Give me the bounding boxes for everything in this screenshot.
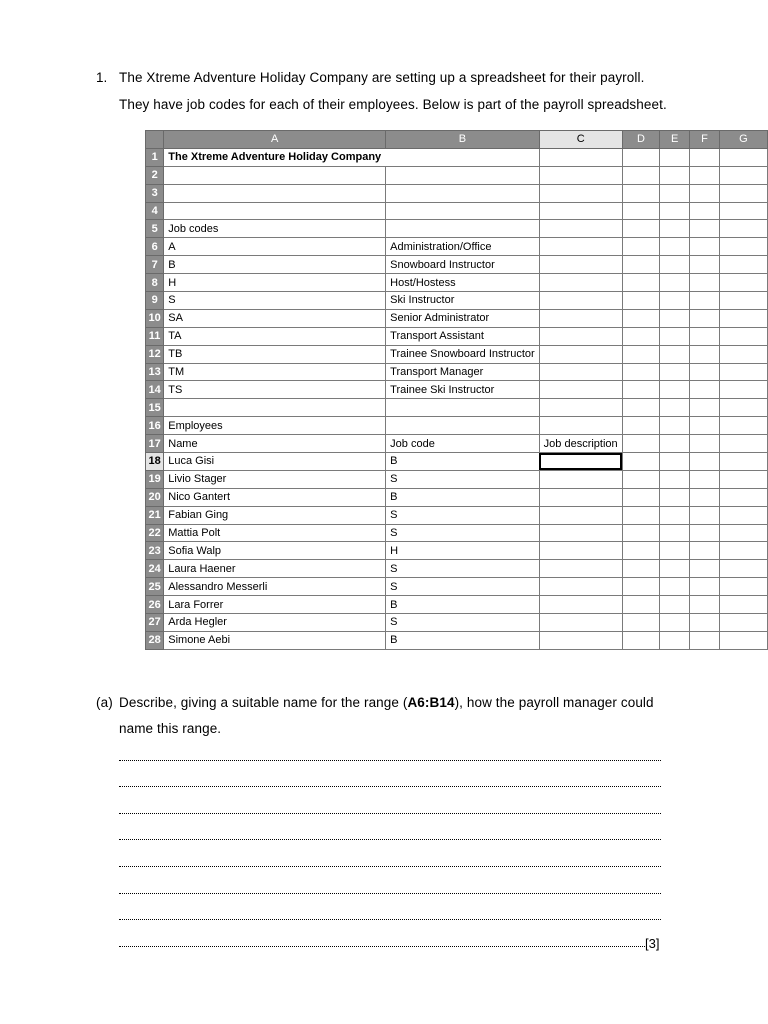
- sheet-row: [146, 435, 768, 453]
- cell-f4[interactable]: [690, 202, 720, 220]
- cell-b11[interactable]: Transport Assistant: [386, 327, 540, 345]
- cell-f10[interactable]: [690, 309, 720, 327]
- cell-d4[interactable]: [622, 202, 660, 220]
- cell-d24[interactable]: [622, 560, 660, 578]
- cell-f1[interactable]: [690, 148, 720, 166]
- cell-f27[interactable]: [690, 614, 720, 632]
- cell-a4[interactable]: [164, 202, 386, 220]
- answer-line[interactable]: [119, 825, 661, 840]
- cell-d27[interactable]: [622, 614, 660, 632]
- cell-a7[interactable]: B: [164, 256, 386, 274]
- cell-a8[interactable]: H: [164, 274, 386, 292]
- cell-e13[interactable]: [660, 363, 690, 381]
- cell-b4[interactable]: [386, 202, 540, 220]
- cell-c13[interactable]: [539, 363, 622, 381]
- cell-g19[interactable]: [719, 470, 767, 488]
- cell-b18[interactable]: B: [386, 453, 540, 471]
- sheet-row: [146, 381, 768, 399]
- cell-b24[interactable]: S: [386, 560, 540, 578]
- cell-e11[interactable]: [660, 327, 690, 345]
- row-header[interactable]: 28: [146, 631, 164, 649]
- cell-f16[interactable]: [690, 417, 720, 435]
- row-header[interactable]: 16: [146, 417, 164, 435]
- cell-g23[interactable]: [719, 542, 767, 560]
- cell-d6[interactable]: [622, 238, 660, 256]
- sheet-row: [146, 327, 768, 345]
- cell-c9[interactable]: [539, 292, 622, 310]
- cell-f2[interactable]: [690, 166, 720, 184]
- row-header[interactable]: 21: [146, 506, 164, 524]
- column-header-e[interactable]: E: [660, 131, 690, 149]
- cell-d10[interactable]: [622, 309, 660, 327]
- cell-g12[interactable]: [719, 345, 767, 363]
- part-a-range: A6:B14: [407, 695, 455, 710]
- cell-b17[interactable]: Job code: [386, 435, 540, 453]
- cell-g26[interactable]: [719, 596, 767, 614]
- sheet-row: [146, 292, 768, 310]
- cell-f19[interactable]: [690, 470, 720, 488]
- cell-e14[interactable]: [660, 381, 690, 399]
- cell-g27[interactable]: [719, 614, 767, 632]
- cell-a1[interactable]: The Xtreme Adventure Holiday Company: [164, 148, 386, 166]
- cell-a15[interactable]: [164, 399, 386, 417]
- sheet-row: [146, 345, 768, 363]
- cell-b16[interactable]: [386, 417, 540, 435]
- column-header-b[interactable]: B: [386, 131, 540, 149]
- cell-g9[interactable]: [719, 292, 767, 310]
- cell-e6[interactable]: [660, 238, 690, 256]
- sheet-row: [146, 184, 768, 202]
- column-header-a[interactable]: A: [164, 131, 386, 149]
- cell-c20[interactable]: [539, 488, 622, 506]
- row-header[interactable]: 22: [146, 524, 164, 542]
- cell-b5[interactable]: [386, 220, 540, 238]
- row-header[interactable]: 7: [146, 256, 164, 274]
- cell-f6[interactable]: [690, 238, 720, 256]
- cell-c8[interactable]: [539, 274, 622, 292]
- cell-e1[interactable]: [660, 148, 690, 166]
- cell-a20[interactable]: Nico Gantert: [164, 488, 386, 506]
- cell-e5[interactable]: [660, 220, 690, 238]
- cell-b20[interactable]: B: [386, 488, 540, 506]
- cell-e21[interactable]: [660, 506, 690, 524]
- column-header-g[interactable]: G: [719, 131, 767, 149]
- cell-f17[interactable]: [690, 435, 720, 453]
- cell-c2[interactable]: [539, 166, 622, 184]
- cell-a6[interactable]: A: [164, 238, 386, 256]
- cell-f11[interactable]: [690, 327, 720, 345]
- cell-e24[interactable]: [660, 560, 690, 578]
- sheet-row: [146, 470, 768, 488]
- question-text-line-1: The Xtreme Adventure Holiday Company are setting up a spreadsheet for their payroll.: [119, 70, 645, 85]
- cell-a27[interactable]: Arda Hegler: [164, 614, 386, 632]
- sheet-row: [146, 148, 768, 166]
- cell-c17[interactable]: Job description: [539, 435, 622, 453]
- row-header[interactable]: 13: [146, 363, 164, 381]
- cell-e18[interactable]: [660, 453, 690, 471]
- cell-b10[interactable]: Senior Administrator: [386, 309, 540, 327]
- cell-b19[interactable]: S: [386, 470, 540, 488]
- cell-b1[interactable]: [386, 148, 540, 166]
- row-header[interactable]: 24: [146, 560, 164, 578]
- cell-f23[interactable]: [690, 542, 720, 560]
- row-header[interactable]: 1: [146, 148, 164, 166]
- cell-d15[interactable]: [622, 399, 660, 417]
- payroll-spreadsheet: [145, 130, 768, 650]
- answer-line[interactable]: [119, 852, 661, 867]
- row-header[interactable]: 11: [146, 327, 164, 345]
- cell-d16[interactable]: [622, 417, 660, 435]
- sheet-row: [146, 363, 768, 381]
- cell-e7[interactable]: [660, 256, 690, 274]
- cell-b13[interactable]: Transport Manager: [386, 363, 540, 381]
- cell-a16[interactable]: Employees: [164, 417, 386, 435]
- cell-a25[interactable]: Alessandro Messerli: [164, 578, 386, 596]
- cell-g25[interactable]: [719, 578, 767, 596]
- sheet-row: [146, 309, 768, 327]
- cell-e26[interactable]: [660, 596, 690, 614]
- cell-f5[interactable]: [690, 220, 720, 238]
- cell-d8[interactable]: [622, 274, 660, 292]
- cell-d3[interactable]: [622, 184, 660, 202]
- cell-a24[interactable]: Laura Haener: [164, 560, 386, 578]
- cell-d2[interactable]: [622, 166, 660, 184]
- cell-b25[interactable]: S: [386, 578, 540, 596]
- row-header[interactable]: 9: [146, 292, 164, 310]
- cell-a28[interactable]: Simone Aebi: [164, 631, 386, 649]
- cell-f28[interactable]: [690, 631, 720, 649]
- cell-a9[interactable]: S: [164, 292, 386, 310]
- cell-e9[interactable]: [660, 292, 690, 310]
- cell-f25[interactable]: [690, 578, 720, 596]
- cell-g15[interactable]: [719, 399, 767, 417]
- row-header[interactable]: 6: [146, 238, 164, 256]
- cell-c21[interactable]: [539, 506, 622, 524]
- column-header-d[interactable]: D: [622, 131, 660, 149]
- cell-a11[interactable]: TA: [164, 327, 386, 345]
- sheet-row: [146, 238, 768, 256]
- cell-f7[interactable]: [690, 256, 720, 274]
- column-header-c[interactable]: C: [539, 131, 622, 149]
- cell-e20[interactable]: [660, 488, 690, 506]
- cell-g22[interactable]: [719, 524, 767, 542]
- cell-c22[interactable]: [539, 524, 622, 542]
- cell-f15[interactable]: [690, 399, 720, 417]
- column-header-f[interactable]: F: [690, 131, 720, 149]
- cell-d14[interactable]: [622, 381, 660, 399]
- cell-d21[interactable]: [622, 506, 660, 524]
- row-header[interactable]: 14: [146, 381, 164, 399]
- cell-d11[interactable]: [622, 327, 660, 345]
- row-header[interactable]: 10: [146, 309, 164, 327]
- cell-d20[interactable]: [622, 488, 660, 506]
- sheet-row: [146, 202, 768, 220]
- row-header[interactable]: 2: [146, 166, 164, 184]
- cell-b23[interactable]: H: [386, 542, 540, 560]
- cell-b27[interactable]: S: [386, 614, 540, 632]
- sheet-row: [146, 631, 768, 649]
- sheet-row: [146, 274, 768, 292]
- cell-e19[interactable]: [660, 470, 690, 488]
- cell-b8[interactable]: Host/Hostess: [386, 274, 540, 292]
- cell-e25[interactable]: [660, 578, 690, 596]
- cell-g13[interactable]: [719, 363, 767, 381]
- row-header[interactable]: 15: [146, 399, 164, 417]
- cell-g24[interactable]: [719, 560, 767, 578]
- sheet-row: [146, 614, 768, 632]
- part-a-text-pre: Describe, giving a suitable name for the range (: [119, 695, 408, 710]
- cell-c5[interactable]: [539, 220, 622, 238]
- cell-f21[interactable]: [690, 506, 720, 524]
- cell-a13[interactable]: TM: [164, 363, 386, 381]
- cell-g18[interactable]: [719, 453, 767, 471]
- sheet-row: [146, 256, 768, 274]
- cell-c18[interactable]: [539, 453, 622, 471]
- cell-g1[interactable]: [719, 148, 767, 166]
- cell-g4[interactable]: [719, 202, 767, 220]
- cell-c24[interactable]: [539, 560, 622, 578]
- cell-g14[interactable]: [719, 381, 767, 399]
- part-a-question-line-1: [119, 695, 654, 710]
- cell-f9[interactable]: [690, 292, 720, 310]
- cell-g2[interactable]: [719, 166, 767, 184]
- cell-d13[interactable]: [622, 363, 660, 381]
- cell-d12[interactable]: [622, 345, 660, 363]
- cell-b2[interactable]: [386, 166, 540, 184]
- row-header[interactable]: 3: [146, 184, 164, 202]
- row-header[interactable]: 20: [146, 488, 164, 506]
- cell-c6[interactable]: [539, 238, 622, 256]
- sheet-row: [146, 542, 768, 560]
- cell-d9[interactable]: [622, 292, 660, 310]
- answer-line[interactable]: [119, 772, 661, 787]
- cell-a26[interactable]: Lara Forrer: [164, 596, 386, 614]
- cell-d1[interactable]: [622, 148, 660, 166]
- cell-a18[interactable]: Luca Gisi: [164, 453, 386, 471]
- cell-e22[interactable]: [660, 524, 690, 542]
- cell-f14[interactable]: [690, 381, 720, 399]
- row-header[interactable]: 8: [146, 274, 164, 292]
- sheet-row: [146, 417, 768, 435]
- part-a-text-post: ), how the payroll manager could: [454, 695, 654, 710]
- cell-a17[interactable]: Name: [164, 435, 386, 453]
- cell-b12[interactable]: Trainee Snowboard Instructor: [386, 345, 540, 363]
- cell-f22[interactable]: [690, 524, 720, 542]
- cell-c10[interactable]: [539, 309, 622, 327]
- cell-a5[interactable]: Job codes: [164, 220, 386, 238]
- answer-line[interactable]: [119, 932, 645, 947]
- cell-e4[interactable]: [660, 202, 690, 220]
- cell-e3[interactable]: [660, 184, 690, 202]
- cell-f20[interactable]: [690, 488, 720, 506]
- row-header[interactable]: 4: [146, 202, 164, 220]
- row-header[interactable]: 5: [146, 220, 164, 238]
- cell-d22[interactable]: [622, 524, 660, 542]
- sheet-row: [146, 506, 768, 524]
- row-header[interactable]: 23: [146, 542, 164, 560]
- cell-c7[interactable]: [539, 256, 622, 274]
- cell-d25[interactable]: [622, 578, 660, 596]
- marks-label: [3]: [645, 936, 660, 951]
- cell-g28[interactable]: [719, 631, 767, 649]
- cell-e10[interactable]: [660, 309, 690, 327]
- question-text-line-2: They have job codes for each of their employees. Below is part of the payroll spreadsheet.: [119, 97, 667, 112]
- cell-e8[interactable]: [660, 274, 690, 292]
- cell-d18[interactable]: [622, 453, 660, 471]
- cell-c12[interactable]: [539, 345, 622, 363]
- select-all-corner[interactable]: [146, 131, 164, 149]
- cell-g20[interactable]: [719, 488, 767, 506]
- sheet-row: [146, 453, 768, 471]
- sheet-row: [146, 220, 768, 238]
- sheet-row: [146, 596, 768, 614]
- cell-e12[interactable]: [660, 345, 690, 363]
- cell-e23[interactable]: [660, 542, 690, 560]
- cell-b28[interactable]: B: [386, 631, 540, 649]
- cell-c26[interactable]: [539, 596, 622, 614]
- cell-g7[interactable]: [719, 256, 767, 274]
- cell-c28[interactable]: [539, 631, 622, 649]
- cell-d26[interactable]: [622, 596, 660, 614]
- cell-a2[interactable]: [164, 166, 386, 184]
- cell-e28[interactable]: [660, 631, 690, 649]
- cell-g6[interactable]: [719, 238, 767, 256]
- row-header[interactable]: 18: [146, 453, 164, 471]
- cell-d17[interactable]: [622, 435, 660, 453]
- cell-c16[interactable]: [539, 417, 622, 435]
- sheet-row: [146, 488, 768, 506]
- cell-g11[interactable]: [719, 327, 767, 345]
- sheet-row: [146, 578, 768, 596]
- cell-e27[interactable]: [660, 614, 690, 632]
- cell-b14[interactable]: Trainee Ski Instructor: [386, 381, 540, 399]
- cell-g10[interactable]: [719, 309, 767, 327]
- part-a-question-line-2: name this range.: [119, 721, 222, 736]
- cell-b15[interactable]: [386, 399, 540, 417]
- cell-g21[interactable]: [719, 506, 767, 524]
- row-header[interactable]: 12: [146, 345, 164, 363]
- row-header[interactable]: 27: [146, 614, 164, 632]
- cell-c27[interactable]: [539, 614, 622, 632]
- row-header[interactable]: 26: [146, 596, 164, 614]
- answer-line[interactable]: [119, 746, 661, 761]
- cell-e2[interactable]: [660, 166, 690, 184]
- sheet-row: [146, 524, 768, 542]
- cell-f3[interactable]: [690, 184, 720, 202]
- cell-g5[interactable]: [719, 220, 767, 238]
- cell-c1[interactable]: [539, 148, 622, 166]
- row-header[interactable]: 25: [146, 578, 164, 596]
- cell-g8[interactable]: [719, 274, 767, 292]
- sheet-row: [146, 166, 768, 184]
- cell-c14[interactable]: [539, 381, 622, 399]
- answer-line[interactable]: [119, 879, 661, 894]
- cell-c23[interactable]: [539, 542, 622, 560]
- cell-b26[interactable]: B: [386, 596, 540, 614]
- cell-c19[interactable]: [539, 470, 622, 488]
- cell-f18[interactable]: [690, 453, 720, 471]
- cell-d7[interactable]: [622, 256, 660, 274]
- cell-f8[interactable]: [690, 274, 720, 292]
- cell-g3[interactable]: [719, 184, 767, 202]
- cell-c4[interactable]: [539, 202, 622, 220]
- cell-a14[interactable]: TS: [164, 381, 386, 399]
- column-header-row: [146, 131, 768, 149]
- sheet-row: [146, 399, 768, 417]
- cell-b22[interactable]: S: [386, 524, 540, 542]
- cell-e15[interactable]: [660, 399, 690, 417]
- question-number: 1.: [96, 70, 108, 85]
- cell-b9[interactable]: Ski Instructor: [386, 292, 540, 310]
- cell-a23[interactable]: Sofia Walp: [164, 542, 386, 560]
- cell-f24[interactable]: [690, 560, 720, 578]
- cell-f13[interactable]: [690, 363, 720, 381]
- cell-a19[interactable]: Livio Stager: [164, 470, 386, 488]
- cell-d19[interactable]: [622, 470, 660, 488]
- row-header[interactable]: 17: [146, 435, 164, 453]
- cell-a3[interactable]: [164, 184, 386, 202]
- cell-f12[interactable]: [690, 345, 720, 363]
- cell-a12[interactable]: TB: [164, 345, 386, 363]
- cell-b6[interactable]: Administration/Office: [386, 238, 540, 256]
- cell-e17[interactable]: [660, 435, 690, 453]
- cell-a21[interactable]: Fabian Ging: [164, 506, 386, 524]
- answer-line[interactable]: [119, 799, 661, 814]
- row-header[interactable]: 19: [146, 470, 164, 488]
- cell-e16[interactable]: [660, 417, 690, 435]
- cell-g17[interactable]: [719, 435, 767, 453]
- cell-c3[interactable]: [539, 184, 622, 202]
- cell-b21[interactable]: S: [386, 506, 540, 524]
- part-a-label: (a): [96, 695, 113, 710]
- cell-b7[interactable]: Snowboard Instructor: [386, 256, 540, 274]
- cell-a10[interactable]: SA: [164, 309, 386, 327]
- cell-d5[interactable]: [622, 220, 660, 238]
- cell-b3[interactable]: [386, 184, 540, 202]
- cell-g16[interactable]: [719, 417, 767, 435]
- sheet-row: [146, 560, 768, 578]
- cell-c11[interactable]: [539, 327, 622, 345]
- cell-f26[interactable]: [690, 596, 720, 614]
- cell-d23[interactable]: [622, 542, 660, 560]
- answer-line[interactable]: [119, 905, 661, 920]
- cell-d28[interactable]: [622, 631, 660, 649]
- cell-a22[interactable]: Mattia Polt: [164, 524, 386, 542]
- cell-c15[interactable]: [539, 399, 622, 417]
- cell-c25[interactable]: [539, 578, 622, 596]
